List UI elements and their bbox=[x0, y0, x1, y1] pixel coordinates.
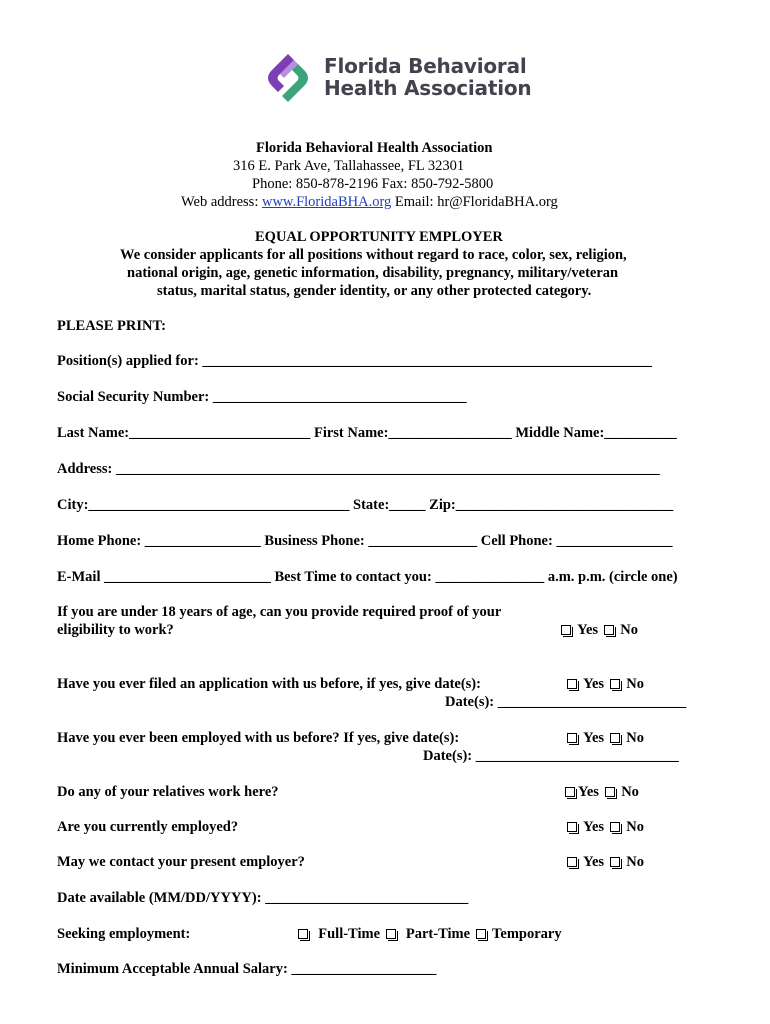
no-label: No bbox=[620, 622, 639, 638]
eoe-line2: national origin, age, genetic information, disability, pregnancy, military/veteran bbox=[127, 265, 619, 281]
under18-no-checkbox[interactable] bbox=[604, 625, 614, 635]
currently-employed-no-checkbox[interactable] bbox=[610, 822, 620, 832]
under18-yes-checkbox[interactable] bbox=[561, 625, 571, 635]
employed-before-options bbox=[567, 730, 644, 747]
contact-employer-question: May we contact your present employer? bbox=[57, 854, 305, 870]
address-field[interactable]: Address: ___________________________________________________________________________ bbox=[57, 461, 660, 477]
contact-employer-yes-checkbox[interactable] bbox=[567, 857, 577, 867]
eoe-line1: We consider applicants for all positions without regard to race, color, sex, religion, bbox=[120, 247, 627, 263]
temporary-label: Temporary bbox=[492, 926, 562, 942]
yes-label: Yes bbox=[583, 730, 605, 746]
logo-line2: Health Association bbox=[324, 76, 532, 100]
under18-question-line1: If you are under 18 years of age, can you provide required proof of your bbox=[57, 604, 502, 620]
relatives-yes-checkbox[interactable] bbox=[565, 787, 575, 797]
part-time-label: Part-Time bbox=[405, 926, 471, 942]
names-field[interactable]: Last Name:_________________________ First Name:_________________ Middle Name:__________ bbox=[57, 425, 677, 441]
date-available-field[interactable]: Date available (MM/DD/YYYY): ____________________________ bbox=[57, 890, 469, 906]
currently-employed-yes-checkbox[interactable] bbox=[567, 822, 577, 832]
email-field[interactable]: E-Mail _______________________ Best Time to contact you: _______________ a.m. p.m. (circle one) bbox=[57, 569, 678, 585]
under18-options bbox=[561, 622, 638, 639]
yes-label: Yes bbox=[577, 622, 599, 638]
min-salary-field[interactable]: Minimum Acceptable Annual Salary: ____________________ bbox=[57, 961, 437, 977]
website-link[interactable]: www.FloridaBHA.org bbox=[261, 194, 392, 210]
city-state-zip-field[interactable]: City:____________________________________ State:_____ Zip:______________________________ bbox=[57, 497, 674, 513]
filed-before-no-checkbox[interactable] bbox=[610, 679, 620, 689]
no-label: No bbox=[626, 676, 645, 692]
relatives-no-checkbox[interactable] bbox=[605, 787, 615, 797]
filed-before-dates-field[interactable]: Date(s): __________________________ bbox=[445, 694, 687, 710]
temporary-checkbox[interactable] bbox=[476, 929, 486, 939]
relatives-question: Do any of your relatives work here? bbox=[57, 784, 279, 800]
currently-employed-options bbox=[567, 819, 644, 836]
no-label: No bbox=[626, 854, 645, 870]
no-label: No bbox=[621, 784, 639, 800]
org-name: Florida Behavioral Health Association bbox=[256, 140, 493, 156]
filed-before-options bbox=[567, 676, 644, 693]
yes-label: Yes bbox=[583, 819, 605, 835]
seeking-employment-options bbox=[298, 926, 562, 943]
please-print: PLEASE PRINT: bbox=[57, 318, 166, 334]
logo-line1: Florida Behavioral bbox=[324, 54, 527, 78]
no-label: No bbox=[626, 730, 645, 746]
web-label: Web address: bbox=[181, 194, 262, 210]
org-phone: Phone: 850-878-2196 Fax: 850-792-5800 bbox=[252, 176, 494, 192]
currently-employed-question: Are you currently employed? bbox=[57, 819, 239, 835]
logo bbox=[258, 48, 532, 108]
employed-before-question: Have you ever been employed with us before? If yes, give date(s): bbox=[57, 730, 460, 746]
employed-before-no-checkbox[interactable] bbox=[610, 733, 620, 743]
logo-mark-icon bbox=[258, 48, 318, 108]
filed-before-yes-checkbox[interactable] bbox=[567, 679, 577, 689]
yes-label: Yes bbox=[578, 784, 599, 800]
eoe-title: EQUAL OPPORTUNITY EMPLOYER bbox=[255, 229, 503, 245]
seeking-employment-label: Seeking employment: bbox=[57, 926, 191, 942]
employed-before-yes-checkbox[interactable] bbox=[567, 733, 577, 743]
under18-question-line2: eligibility to work? bbox=[57, 622, 174, 638]
contact-employer-options bbox=[567, 854, 644, 871]
org-address: 316 E. Park Ave, Tallahassee, FL 32301 bbox=[233, 158, 465, 174]
yes-label: Yes bbox=[583, 676, 605, 692]
positions-field[interactable]: Position(s) applied for: ______________________________________________________________ bbox=[57, 353, 652, 369]
part-time-checkbox[interactable] bbox=[386, 929, 396, 939]
yes-label: Yes bbox=[583, 854, 605, 870]
org-web-line bbox=[181, 194, 558, 211]
org-email: Email: hr@FloridaBHA.org bbox=[391, 194, 558, 210]
employed-before-dates-field[interactable]: Date(s): ____________________________ bbox=[423, 748, 679, 764]
eoe-line3: status, marital status, gender identity, or any other protected category. bbox=[157, 283, 592, 299]
phones-field[interactable]: Home Phone: ________________ Business Phone: _______________ Cell Phone: ________________ bbox=[57, 533, 673, 549]
full-time-checkbox[interactable] bbox=[298, 929, 308, 939]
full-time-label: Full-Time bbox=[318, 926, 381, 942]
contact-employer-no-checkbox[interactable] bbox=[610, 857, 620, 867]
relatives-options bbox=[565, 784, 639, 801]
ssn-field[interactable]: Social Security Number: ___________________________________ bbox=[57, 389, 467, 405]
filed-before-question: Have you ever filed an application with us before, if yes, give date(s): bbox=[57, 676, 481, 692]
no-label: No bbox=[626, 819, 645, 835]
